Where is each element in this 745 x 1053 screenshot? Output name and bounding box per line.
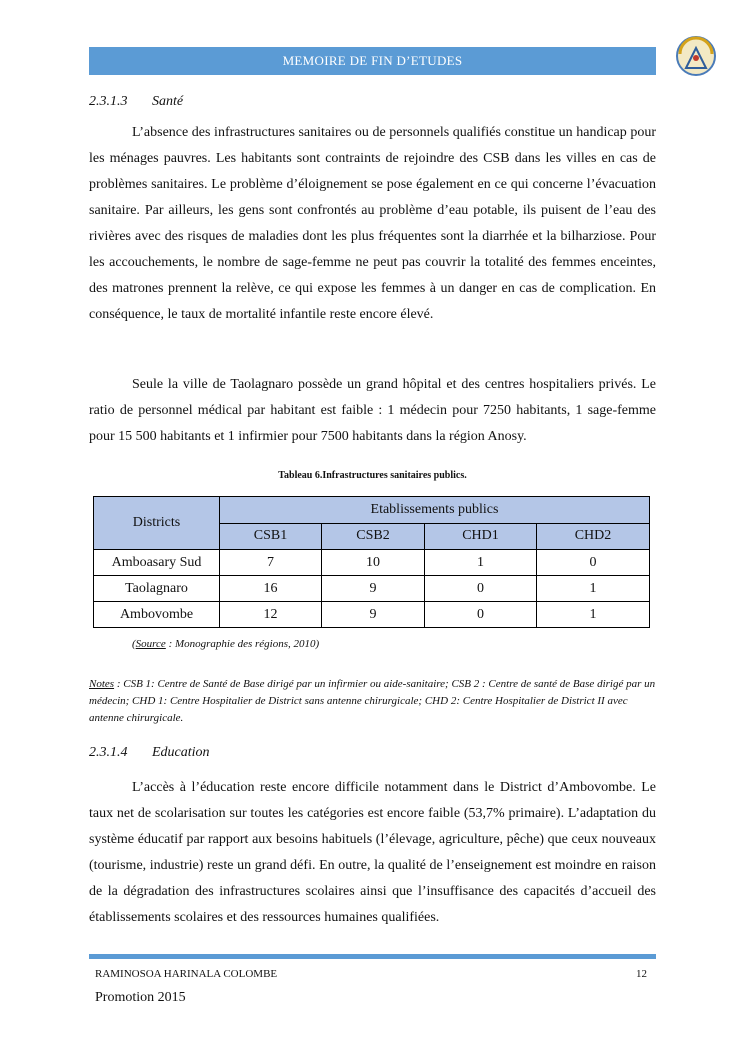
paragraph-sante-1: L’absence des infrastructures sanitaires ou de personnels qualifiés constitue un handicap pour les ménages pauvres. Les habitants sont contraints de rejoindre des CSB dans les villes en cas de problèmes sanitaires. Le problème d’éloignement se pose également en ce qui concerne l’évacuation sanitaire. Par ailleurs, les gens sont confrontés au problème d’eau potable, ils puisent de l’eau des rivières avec des risques de maladies dont les plus fréquentes sont la diarrhée et la bilharziose. Pour les accouchements, le nombre de sage-femme ne peut pas couvrir la totalité des femmes enceintes, des matrones prennent la relève, ce qui expose les femmes à un danger en cas de complication. En conséquence, le taux de mortalité infantile reste encore élevé. [89,125,656,322]
cell-district: Taolagnaro [94,576,220,602]
footer-author: RAMINOSOA HARINALA COLOMBE [95,968,278,980]
cell-district: Amboasary Sud [94,550,220,576]
section-number: 2.3.1.3 [89,94,128,109]
header-districts: Districts [94,497,220,550]
footer-promotion: Promotion 2015 [95,990,186,1005]
table-cell: 1 [537,602,650,628]
paragraph-sante-2: Seule la ville de Taolagnaro possède un grand hôpital et des centres hospitaliers privés. Le ratio de personnel médical par habitant est faible : 1 médecin pour 7250 habitants, 1 sage-femme pour 15 500 habitants et 1 infirmier pour 7500 habitants dans la région Anosy. [89,377,656,444]
university-logo-icon [674,34,718,78]
health-infrastructure-table [93,496,650,628]
header-title: MEMOIRE DE FIN D’ETUDES [282,53,463,68]
source-label: Source [135,638,166,650]
section-title: Santé [152,94,184,109]
table-caption: Tableau 6.Infrastructures sanitaires publics. [278,470,467,481]
cell-district: Ambovombe [94,602,220,628]
header-col: CHD1 [425,523,537,550]
table-cell: 0 [425,576,537,602]
table-cell: 1 [425,550,537,576]
header-col: CHD2 [537,523,650,550]
source-open: ( [132,638,136,650]
header-group: Etablissements publics [220,497,650,524]
notes-text: : CSB 1: Centre de Santé de Base dirigé par un infirmier ou aide-sanitaire; CSB 2 : Centre de santé de Base dirigé par un médecin; CHD 1: Centre Hospitalier de District sans antenne chirurgicale; CHD 2: Centre Hospitalier de District II avec antenne chirurgicale. [89,678,656,724]
section-heading-education [89,745,210,761]
source-text: : Monographie des régions, 2010) [165,638,320,650]
table-header-row [94,497,650,524]
section-number: 2.3.1.4 [89,745,128,760]
table-cell: 10 [322,550,425,576]
table-notes [89,676,656,727]
table-row [94,602,650,628]
table-row [94,550,650,576]
section-heading-sante [89,94,183,110]
header-col: CSB2 [322,523,425,550]
table-row [94,576,650,602]
table-cell: 0 [425,602,537,628]
footer-divider [89,954,656,959]
page-number: 12 [636,968,647,980]
table-cell: 9 [322,576,425,602]
notes-label: Notes [89,678,115,690]
table-source [132,638,319,650]
header-bar [89,47,656,75]
header-col: CSB1 [220,523,322,550]
table-cell: 16 [220,576,322,602]
table-cell: 0 [537,550,650,576]
paragraph-education: L’accès à l’éducation reste encore difficile notamment dans le District d’Ambovombe. Le taux net de scolarisation sur toutes les catégories est encore faible (53,7% primaire). L’adaptation du système éducatif par rapport aux besoins habituels (l’élevage, agriculture, pêche) que ceux nouveaux (tourisme, industrie) reste un grand défi. En outre, la qualité de l’enseignement est moindre en raison de la dégradation des infrastructures scolaires ainsi que l’insuffisance des capacités d’accueil des établissements scolaires et des ressources humaines qualifiées. [89,780,656,925]
table-cell: 1 [537,576,650,602]
table-cell: 9 [322,602,425,628]
table-cell: 7 [220,550,322,576]
table-cell: 12 [220,602,322,628]
section-title: Education [152,745,210,760]
